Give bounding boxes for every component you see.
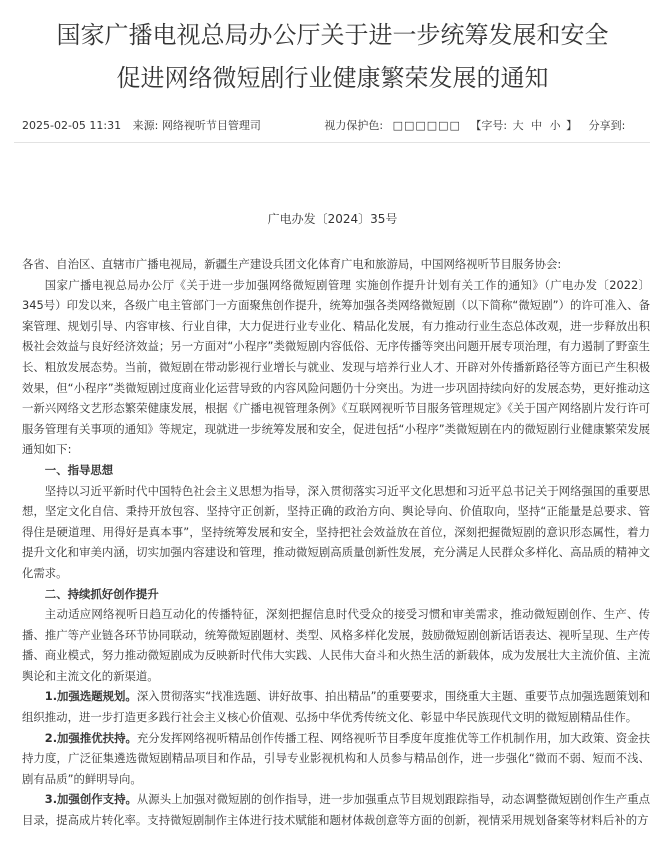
font-size-small-button[interactable]: 小 — [549, 119, 561, 132]
list-item-title: 1.加强选题规划。 — [44, 689, 137, 704]
article-body — [22, 254, 650, 831]
document-number: 广电办发〔2024〕35号 — [267, 212, 398, 226]
source-value: 网络视听节目管理司 — [161, 119, 261, 132]
list-item-topic-planning — [22, 686, 650, 727]
list-item-title: 2.加强推优扶持。 — [44, 730, 137, 745]
meta-divider — [14, 142, 650, 143]
list-item-title: 3.加强创作支持。 — [44, 792, 137, 807]
list-item-text: 充分发挥网络视听精品创作传播工程、网络视听节目季度年度推优等工作机制作用，加大政策、资金扶持力度，广泛征集遴选微短剧精品项目和作品，引导专业影视机构和人员参与精品创作，进一步强化“微而不弱、短而不浅、剧有品质”的鲜明导向。 — [22, 730, 650, 786]
font-size-medium-button[interactable]: 中 — [531, 119, 543, 132]
article-meta-bar — [22, 118, 652, 134]
article-title-line-2: 促进网络微短剧行业健康繁荣发展的通知 — [116, 64, 549, 92]
source-label: 来源: — [132, 119, 159, 132]
font-size-close-bracket: 】 — [566, 119, 578, 132]
eye-protect-color-options[interactable]: □□□□□□ — [392, 119, 461, 132]
article-title — [0, 0, 665, 100]
list-item-text: 从源头上加强对微短剧的创作指导，进一步加强重点节目规划跟踪指导，动态调整微短剧创作生产重点目录，提高成片转化率。支持微短剧制作主体进行技术赋能和题材体裁创意等方面的创新，视情采用规划备案等材料后补的方 — [22, 792, 650, 828]
paragraph-creation-improvement: 主动适应网络视听日趋互动化的传播特征，深刻把握信息时代受众的接受习惯和审美需求，推动微短剧创作、生产、传播、推广等产业链各环节协同联动，统筹微短剧题材、类型、风格多样化发展，鼓励微短剧创新话语表达、视听呈现、生产传播、商业模式，努力推动微短剧成为反映新时代伟大实践、人民伟大奋斗和火热生活的新载体，成为发展壮大主流价值、主流舆论和主流文化的新渠道。 — [22, 607, 650, 683]
share-label: 分享到: — [588, 119, 626, 132]
eye-protect-label: 视力保护色: — [324, 119, 384, 132]
list-item-creation-support — [22, 789, 650, 830]
font-size-label: 【字号: — [470, 119, 508, 132]
list-item-support — [22, 728, 650, 790]
font-size-large-button[interactable]: 大 — [512, 119, 524, 132]
publish-date: 2025-02-05 11:31 — [22, 119, 122, 132]
heading-guiding-ideology: 一、指导思想 — [44, 462, 114, 477]
heading-creation-improvement: 二、持续抓好创作提升 — [44, 586, 159, 601]
recipients: 各省、自治区、直辖市广播电视局，新疆生产建设兵团文化体育广电和旅游局，中国网络视听节目服务协会: — [22, 257, 562, 271]
article-title-line-1: 国家广播电视总局办公厅关于进一步统筹发展和安全 — [56, 21, 609, 49]
paragraph-intro: 国家广播电视总局办公厅《关于进一步加强网络微短剧管理 实施创作提升计划有关工作的通知》（广电办发〔2022〕345号）印发以来，各级广电主管部门一方面聚焦创作提升，统筹加强各类网络微短剧（以下简称“微短剧”）的许可准入、备案管理、规划引导、内容审核、行业自律，大力促进行业专业化、精品化发展，有力推动行业生态总体改观，进一步释放出积极社会效益与良好经济效益；另一方面对“小程序”类微短剧内容低俗、无序传播等突出问题开展专项治理，有力遏制了野蛮生长、粗放发展态势。当前，微短剧在带动影视行业增长与就业、发现与培养行业人才、开辟对外传播新路径等方面已产生积极效果，但“小程序”类微短剧过度商业化运营导致的内容风险问题仍十分突出。为进一步巩固持续向好的发展态势，更好推动这一新兴网络文艺形态繁荣健康发展，根据《广播电视管理条例》《互联网视听节目服务管理规定》《关于国产网络剧片发行许可服务管理有关事项的通知》等规定，现就进一步统筹发展和安全，促进包括“小程序”类微短剧在内的微短剧行业健康繁荣发展通知如下: — [22, 277, 650, 457]
paragraph-guiding-ideology: 坚持以习近平新时代中国特色社会主义思想为指导，深入贯彻落实习近平文化思想和习近平总书记关于网络强国的重要思想，坚定文化自信、秉持开放包容、坚持守正创新，坚持正确的政治方向、舆论导向、价值取向，坚持“正能量是总要求、管得住是硬道理、用得好是真本事”，坚持统筹发展和安全，坚持把社会效益放在首位，深刻把握微短剧的意识形态属性，着力提升文化和审美内涵，切实加强内容建设和管理，推动微短剧高质量创新性发展，充分满足人民群众多样化、高品质的精神文化需求。 — [22, 483, 650, 580]
list-item-text: 深入贯彻落实“找准选题、讲好故事、拍出精品”的重要要求，围绕重大主题、重要节点加强选题策划和组织推动，进一步打造更多践行社会主义核心价值观、弘扬中华优秀传统文化、彰显中华民族现代文明的微短剧精品佳作。 — [22, 689, 650, 725]
